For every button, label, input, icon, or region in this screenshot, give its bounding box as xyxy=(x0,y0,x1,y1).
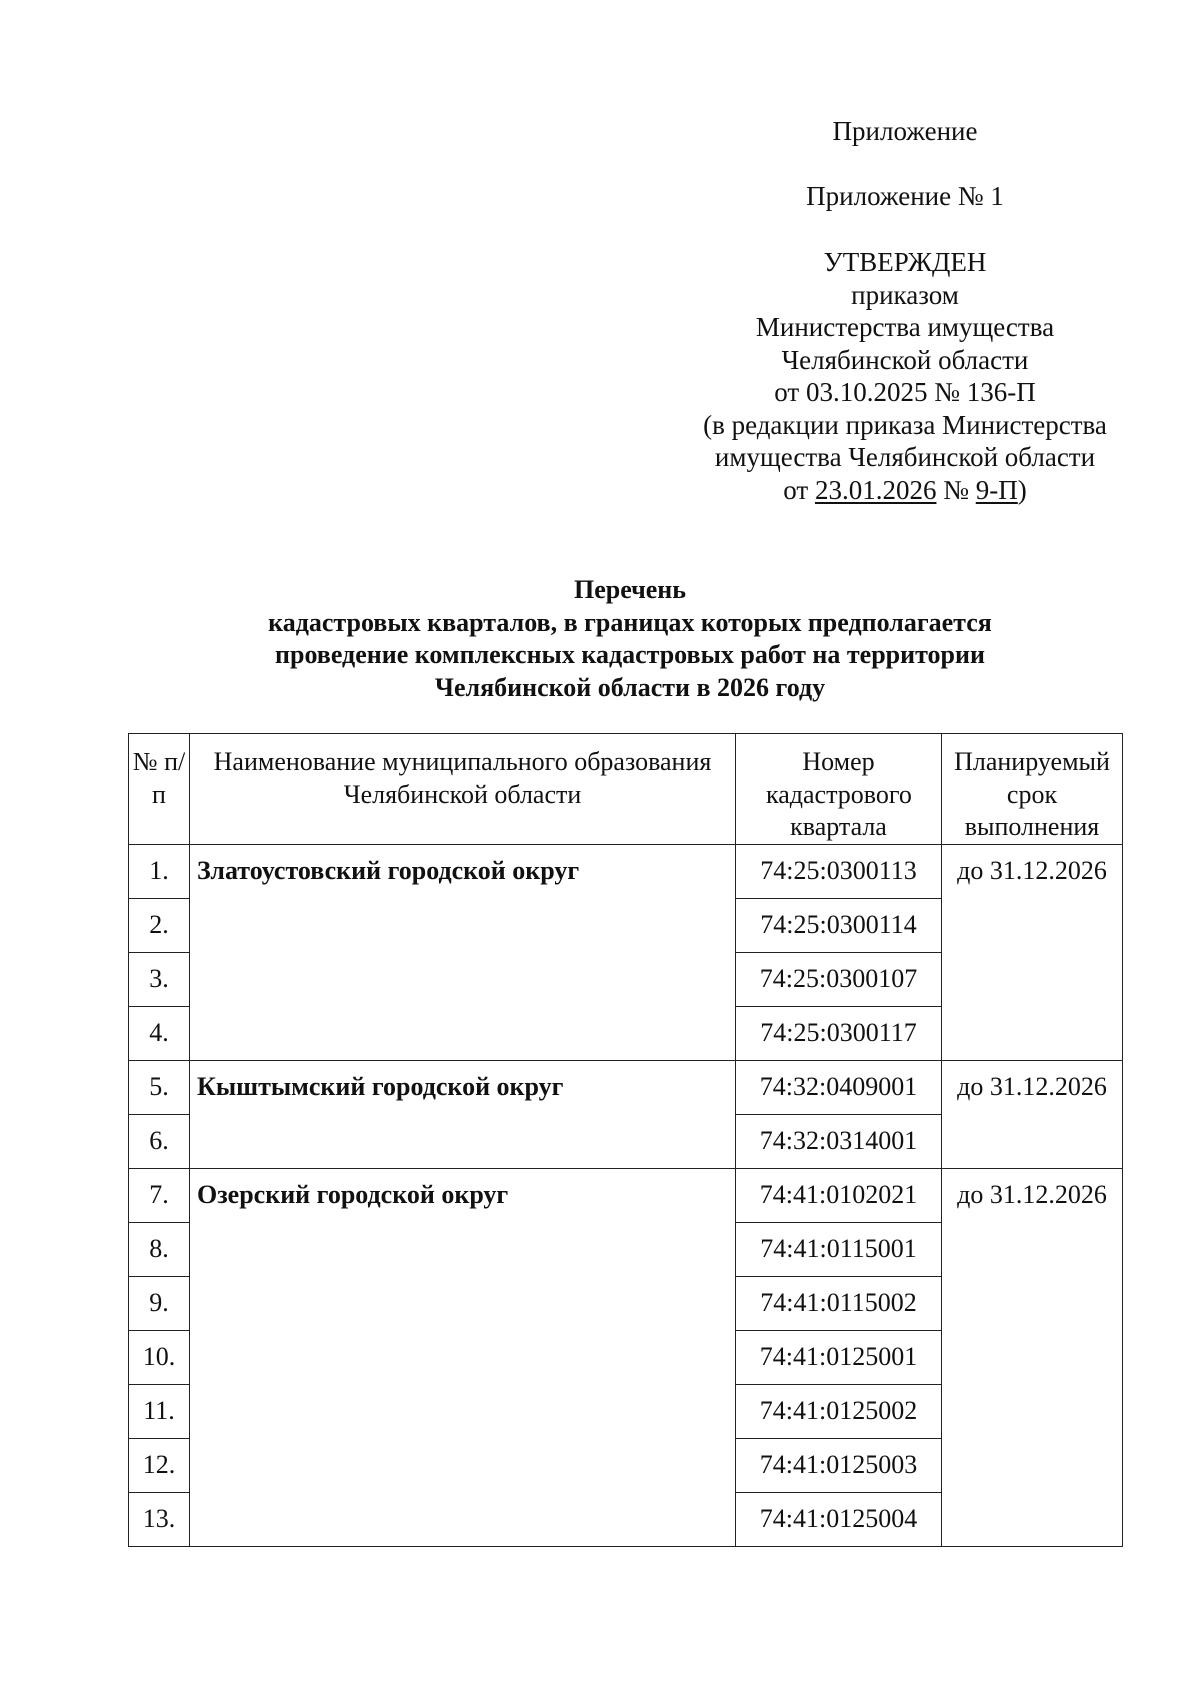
row-number: 3. xyxy=(129,952,190,1006)
approval-last-line xyxy=(690,474,1120,507)
municipality-name: Кыштымский городской округ xyxy=(190,1060,736,1168)
approval-line: имущества Челябинской области xyxy=(714,442,1096,472)
cadastral-number: 74:41:0115002 xyxy=(736,1276,942,1330)
amendment-date-link[interactable]: 23.01.2026 xyxy=(814,474,937,505)
municipality-name: Златоустовский городской округ xyxy=(190,844,736,1060)
header-term: Планируемый срок выполнения xyxy=(942,734,1123,845)
row-number: 7. xyxy=(129,1168,190,1222)
row-number: 4. xyxy=(129,1006,190,1060)
header-kad: Номер кадастрового квартала xyxy=(736,734,942,845)
municipality-name: Озерский городской округ xyxy=(190,1168,736,1546)
planned-term: до 31.12.2026 xyxy=(942,1168,1123,1546)
header-name: Наименование муниципального образования Челябинской области xyxy=(190,734,736,845)
table-row xyxy=(129,1060,1123,1114)
approval-block xyxy=(690,246,1120,506)
row-number: 8. xyxy=(129,1222,190,1276)
row-number: 6. xyxy=(129,1114,190,1168)
title-line: Челябинской области в 2026 году xyxy=(434,672,826,702)
approval-line: (в редакции приказа Министерства xyxy=(703,409,1107,440)
appendix-number: Приложение № 1 xyxy=(806,181,1004,211)
cadastral-number: 74:25:0300114 xyxy=(736,898,942,952)
amendment-number-link[interactable]: 9-П xyxy=(975,474,1018,505)
row-number: 2. xyxy=(129,898,190,952)
table-header-row xyxy=(129,734,1123,845)
approval-line: от 03.10.2025 № 136-П xyxy=(774,377,1036,407)
table-row xyxy=(129,844,1123,898)
approval-line: приказом xyxy=(851,279,959,310)
cadastral-number: 74:25:0300117 xyxy=(736,1006,942,1060)
cadastral-number: 74:32:0314001 xyxy=(736,1114,942,1168)
row-number: 1. xyxy=(129,844,190,898)
last-line-middle: № xyxy=(936,474,976,505)
cadastral-number: 74:41:0125003 xyxy=(736,1438,942,1492)
cadastral-number: 74:41:0115001 xyxy=(736,1222,942,1276)
row-number: 10. xyxy=(129,1330,190,1384)
row-number: 9. xyxy=(129,1276,190,1330)
last-line-prefix: от xyxy=(783,474,815,505)
cadastral-number: 74:25:0300107 xyxy=(736,952,942,1006)
approval-line: Министерства имущества xyxy=(755,312,1055,342)
appendix-label: Приложение xyxy=(832,116,978,146)
cadastral-quarters-table xyxy=(128,733,1123,1547)
header-num: № п/п xyxy=(129,734,190,845)
document-title xyxy=(130,574,1130,704)
cadastral-number: 74:41:0125002 xyxy=(736,1384,942,1438)
planned-term: до 31.12.2026 xyxy=(942,844,1123,1060)
cadastral-number: 74:41:0125001 xyxy=(736,1330,942,1384)
planned-term: до 31.12.2026 xyxy=(942,1060,1123,1168)
last-line-suffix: ) xyxy=(1017,474,1027,505)
table-row xyxy=(129,1168,1123,1222)
title-line: Перечень xyxy=(573,575,687,604)
cadastral-number: 74:32:0409001 xyxy=(736,1060,942,1114)
title-line: проведение комплексных кадастровых работ на территории xyxy=(275,640,985,669)
cadastral-number: 74:25:0300113 xyxy=(736,844,942,898)
row-number: 13. xyxy=(129,1492,190,1546)
row-number: 12. xyxy=(129,1438,190,1492)
approval-line: УТВЕРЖДЕН xyxy=(823,247,987,277)
approval-line: Челябинской области xyxy=(781,344,1029,375)
row-number: 5. xyxy=(129,1060,190,1114)
title-line: кадастровых кварталов, в границах которых предполагается xyxy=(268,607,992,637)
cadastral-number: 74:41:0125004 xyxy=(736,1492,942,1546)
cadastral-number: 74:41:0102021 xyxy=(736,1168,942,1222)
row-number: 11. xyxy=(129,1384,190,1438)
